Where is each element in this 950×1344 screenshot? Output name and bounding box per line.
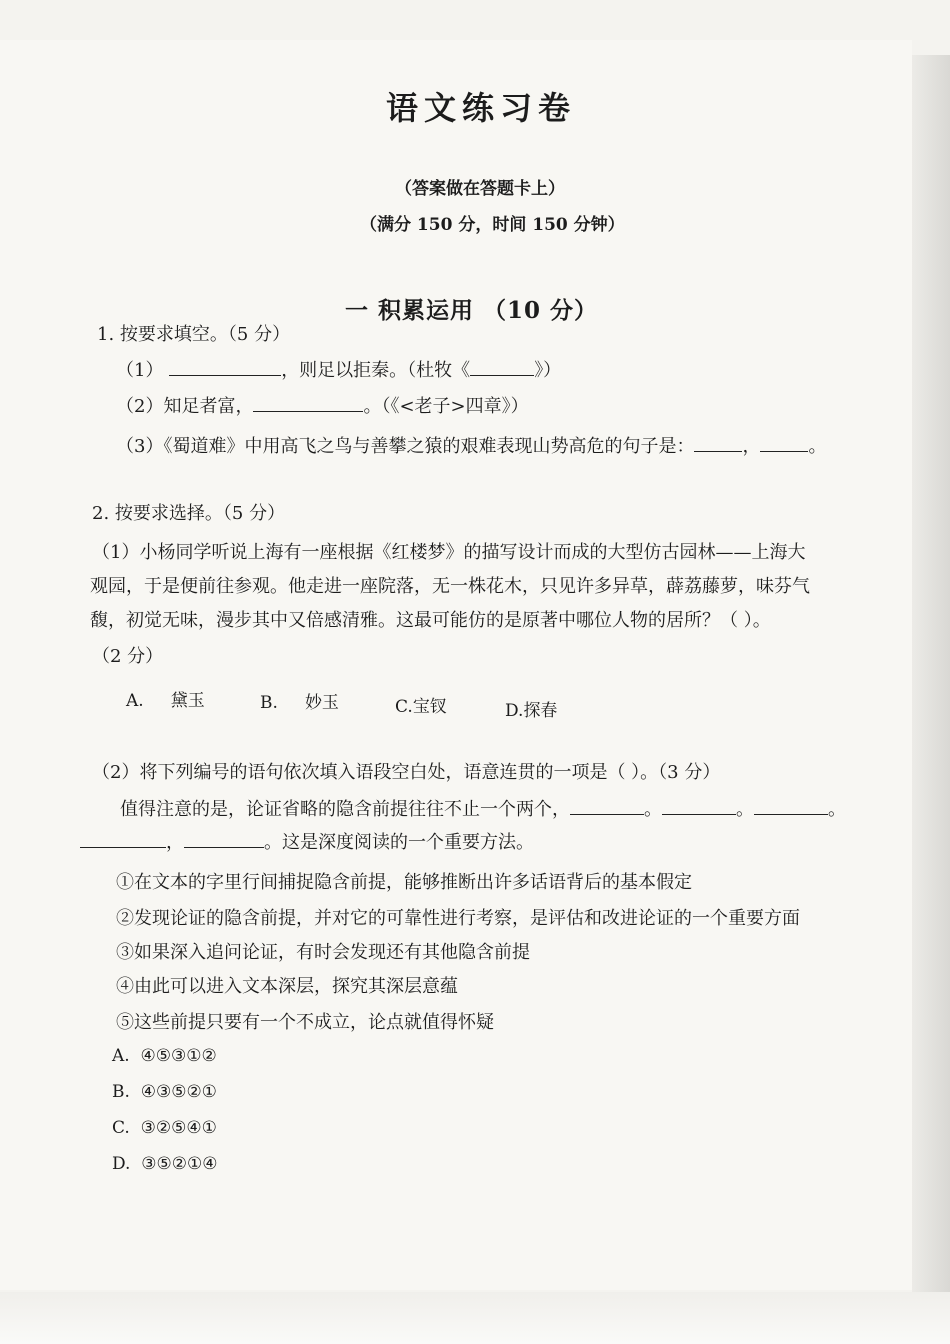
sentence-5: ⑤这些前提只要有一个不成立，论点就值得怀疑 <box>116 1012 494 1033</box>
answer-blank[interactable] <box>470 360 534 376</box>
section-heading: 一 积累运用 （10 分） <box>345 297 599 324</box>
q2-passage-line-1: 值得注意的是，论证省略的隐含前提往往不止一个两个， 。 。 。 <box>120 799 846 820</box>
choice-d[interactable]: D. ③⑤②①④ <box>112 1154 218 1174</box>
item-2-prefix: （2）知足者富， <box>116 396 254 417</box>
passage-end: 。这是深度阅读的一个重要方法。 <box>264 832 534 853</box>
option-d[interactable]: D.探春 <box>505 701 558 721</box>
score-time-note: （满分 150 分，时间 150 分钟） <box>360 215 625 235</box>
option-b[interactable]: B. 妙玉 <box>260 693 339 713</box>
item-1-middle: ，则足以拒秦。（杜牧《 <box>281 360 471 381</box>
choice-a[interactable]: A. ④⑤③①② <box>112 1046 217 1066</box>
answer-blank[interactable] <box>754 799 828 815</box>
option-c[interactable]: C.宝钗 <box>395 697 447 717</box>
item-3-end: 。 <box>808 436 827 457</box>
item-1-end: 》） <box>534 360 562 381</box>
item-1-prefix: （1） <box>116 360 164 381</box>
question-1-item-2 <box>116 396 529 418</box>
q2-sub1-line-2: 观园，于是便前往参观。他走进一座院落，无一株花木，只见许多异草，薜荔藤萝，味芬气 <box>90 576 810 597</box>
sentence-1: ①在文本的字里行间捕捉隐含前提，能够推断出许多话语背后的基本假定 <box>116 872 692 893</box>
answer-blank[interactable] <box>253 396 363 412</box>
option-a[interactable]: A. 黛玉 <box>126 691 205 711</box>
q2-sub1-line-3: 馥，初觉无味，漫步其中又倍感清雅。这最可能仿的是原著中哪位人物的居所？（ ）。 <box>90 610 771 631</box>
sentence-3: ③如果深入追问论证，有时会发现还有其他隐含前提 <box>116 942 530 963</box>
answer-blank[interactable] <box>169 360 281 376</box>
answer-blank[interactable] <box>662 799 736 815</box>
passage-start: 值得注意的是，论证省略的隐含前提往往不止一个两个， <box>120 799 570 820</box>
page-title: 语文练习卷 <box>386 89 577 127</box>
question-1-item-1 <box>116 360 561 382</box>
answer-blank[interactable] <box>80 832 166 848</box>
q2-sub1-line-1: （1）小杨同学听说上海有一座根据《红楼梦》的描写设计而成的大型仿古园林——上海大 <box>92 542 806 563</box>
item-3-text: （3）《蜀道难》中用高飞之鸟与善攀之猿的艰难表现山势高危的句子是： <box>116 436 695 457</box>
question-2-stem: 2. 按要求选择。（5 分） <box>92 503 286 524</box>
sentence-2: ②发现论证的隐含前提，并对它的可靠性进行考察，是评估和改进论证的一个重要方面 <box>116 908 800 929</box>
paper-edge-shadow <box>912 55 950 1295</box>
q2-passage-line-2: ， 。这是深度阅读的一个重要方法。 <box>80 832 534 854</box>
choice-b[interactable]: B. ④③⑤②① <box>112 1082 217 1102</box>
answer-blank[interactable] <box>760 436 808 452</box>
item-3-sep: ， <box>742 436 761 457</box>
question-1-item-3 <box>116 436 826 458</box>
sentence-4: ④由此可以进入文本深层，探究其深层意蕴 <box>116 976 458 997</box>
answer-note: （答案做在答题卡上） <box>395 179 565 199</box>
scan-bottom-margin <box>0 1292 950 1344</box>
answer-blank[interactable] <box>570 799 644 815</box>
answer-blank[interactable] <box>694 436 742 452</box>
question-1-stem: 1. 按要求填空。（5 分） <box>97 324 291 345</box>
choice-c[interactable]: C. ③②⑤④① <box>112 1118 217 1138</box>
q2-sub2-stem: （2）将下列编号的语句依次填入语段空白处，语意连贯的一项是（ ）。（3 分） <box>92 762 721 783</box>
answer-blank[interactable] <box>184 832 264 848</box>
q2-sub1-line-4: （2 分） <box>92 646 164 667</box>
item-2-end: 。（《<老子>四章》） <box>363 396 529 417</box>
